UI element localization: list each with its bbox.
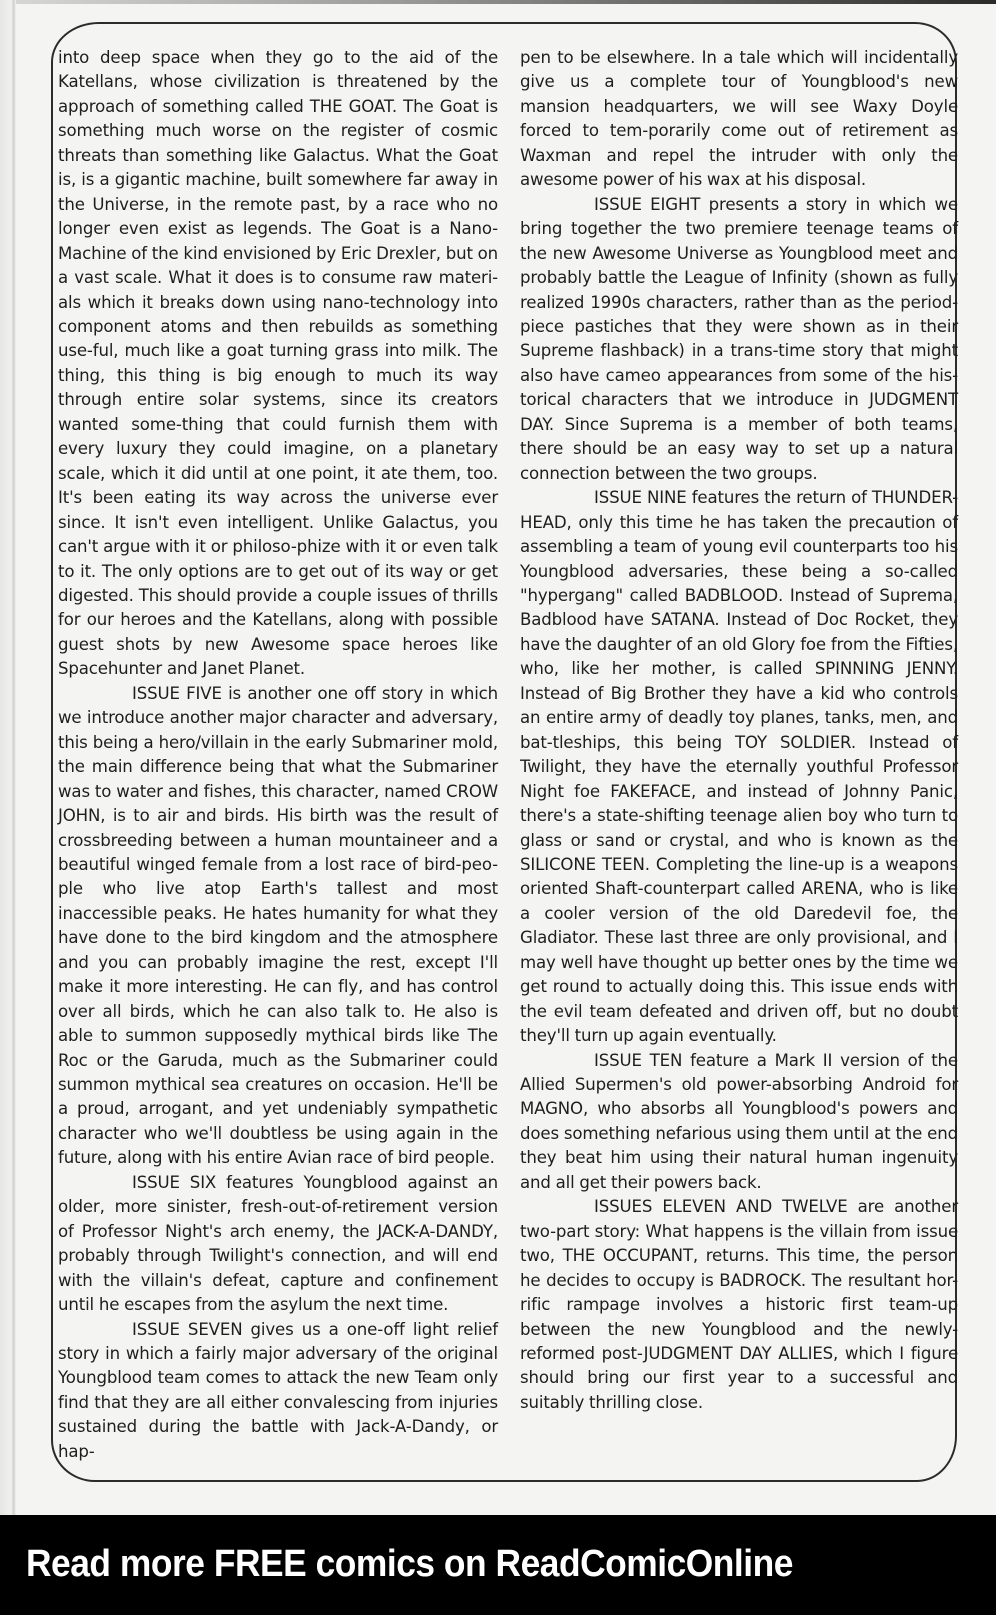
right-text-column [520,46,958,1415]
paragraph-issues-eleven-twelve: ISSUES ELEVEN AND TWELVE are another two-part story: What happens is the villain from issue two, THE OCCUPANT, returns. This time, the person he decides to occupy is BADROCK. The resultant hor-rific rampage involves a historic first team-up between the new Youngblood and the newly-reformed post-JUDGMENT DAY ALLIES, which I figure should bring our first year to a successful and suitably thrilling close. [520,1197,958,1412]
left-text-column [58,46,498,1464]
paragraph: into deep space when they go to the aid of the Katellans, whose civilization is threatened by the approach of something called THE GOAT. The Goat is something much worse on the register of cosmic threats than something like Galactus. What the Goat is, is a gigantic machine, built somewhere far away in the Universe, in the remote past, by a race who no longer even exist as legends. The Goat is a Nano-Machine of the kind envisioned by Eric Drexler, but on a vast scale. What it does is to consume raw materi-als which it breaks down using nano-technology into component atoms and then rebuilds as something use-ful, much like a goat turning grass into milk. The thing, this thing is big enough to much its way through entire solar systems, since its creators wanted some-thing that could furnish them with every luxury they could imagine, on a planetary scale, which it did until at one point, it ate them, too. It's been eating its way across the universe ever since. It isn't even intelligent. Unlike Galactus, you can't argue with it or philoso-phize with it or even talk to it. The only options are to get out of its way or get digested. This should provide a couple issues of thrills for our heroes and the Katellans, along with possible guest shots by new Awesome space heroes like Spacehunter and Janet Planet. [58,48,498,679]
paragraph-issue-five: ISSUE FIVE is another one off story in which we introduce another major character and adversary, this being a hero/villain in the early Submariner mold, the main difference being that what the Submariner was to water and fishes, this character, named CROW JOHN, is to air and birds. His birth was the result of crossbreeding between a human mountaineer and a beautiful winged female from a lost race of bird-peo-ple who live atop Earth's tallest and most inaccessible peaks. He hates humanity for what they have done to the bird kingdom and the atmosphere and you can probably imagine the rest, except I'll make it more interesting. He can fly, and has control over all birds, which he can also talk to. He also is able to summon supposedly mythical birds like The Roc or the Garuda, much as the Submariner could summon mythical sea creatures on occasion. He'll be a proud, arrogant, and yet undeniably sympathetic character who we'll doubtless be using again in the future, along with his entire Avian race of bird people. [58,683,498,1168]
paragraph-issue-six: ISSUE SIX features Youngblood against an older, more sinister, fresh-out-of-retirement version of Professor Night's arch enemy, the JACK-A-DANDY, probably through Twilight's connection, and will end with the villain's defeat, capture and confinement until he escapes from the asylum the next time. [58,1172,498,1315]
paragraph-issue-seven: ISSUE SEVEN gives us a one-off light relief story in which a fairly major adversary of the original Youngblood team comes to attack the new Team only find that they are all either convalescing from injuries sustained during the battle with Jack-A-Dandy, or hap- [58,1319,498,1461]
paragraph-issue-ten: ISSUE TEN feature a Mark II version of the Allied Supermen's old power-absorbing Android for MAGNO, who absorbs all Youngblood's powers and does something nefarious using them until at the end they beat him using their natural human ingenuity and all get their powers back. [520,1050,958,1192]
paragraph-issue-eight: ISSUE EIGHT presents a story in which we bring together the two premiere teenage teams of the new Awesome Universe as Youngblood meet and probably battle the League of Infinity (shown as fully realized 1990s characters, rather than as the period-piece pastiches that they were shown as in their Supreme flashback) in a trans-time story that might also have cameo appearances from some of the his-torical characters that we introduce in JUDGMENT DAY. Since Suprema is a member of both teams, there should be an easy way to set up a natural connection between the two groups. [520,194,958,483]
paragraph-issue-nine: ISSUE NINE features the return of THUNDER-HEAD, only this time he has taken the precaution of assembling a team of young evil counterparts too his Youngblood adversaries, these being a so-called "hypergang" called BADBLOOD. Instead of Suprema, Badblood have SATANA. Instead of Doc Rocket, they have the daughter of an old Glory foe from the Fifties, who, like her mother, is called SPINNING JENNY. Instead of Big Brother they have a kid who controls an entire army of deadly toy planes, tanks, men, and bat-tleships, this being TOY SOLDIER. Instead of Twilight, they have the eternally youthful Professor Night foe FAKEFACE, and instead of Johnny Panic, there's a state-shifting teenage alien boy who turn to glass or sand or crystal, and who is known as the SILICONE TEEN. Completing the line-up is a weapons oriented Shaft-counterpart called ARENA, who is like a cooler version of the old Daredevil foe, the Gladiator. These last three are only provisional, and I may well have thought up better ones by the time we get round to actually doing this. This issue ends with the evil team defeated and driven off, but no doubt they'll turn up again eventually. [520,488,958,1046]
paragraph-issue-seven-continued: pen to be elsewhere. In a tale which will incidentally give us a complete tour of Youngblood's new mansion headquarters, we will see Waxy Doyle forced to tem-porarily come out of retirement as Waxman and repel the intruder with only the awesome power of his wax at his disposal. [520,48,958,190]
promo-banner-text[interactable]: Read more FREE comics on ReadComicOnline [26,1543,793,1585]
promo-banner[interactable] [0,1515,996,1615]
